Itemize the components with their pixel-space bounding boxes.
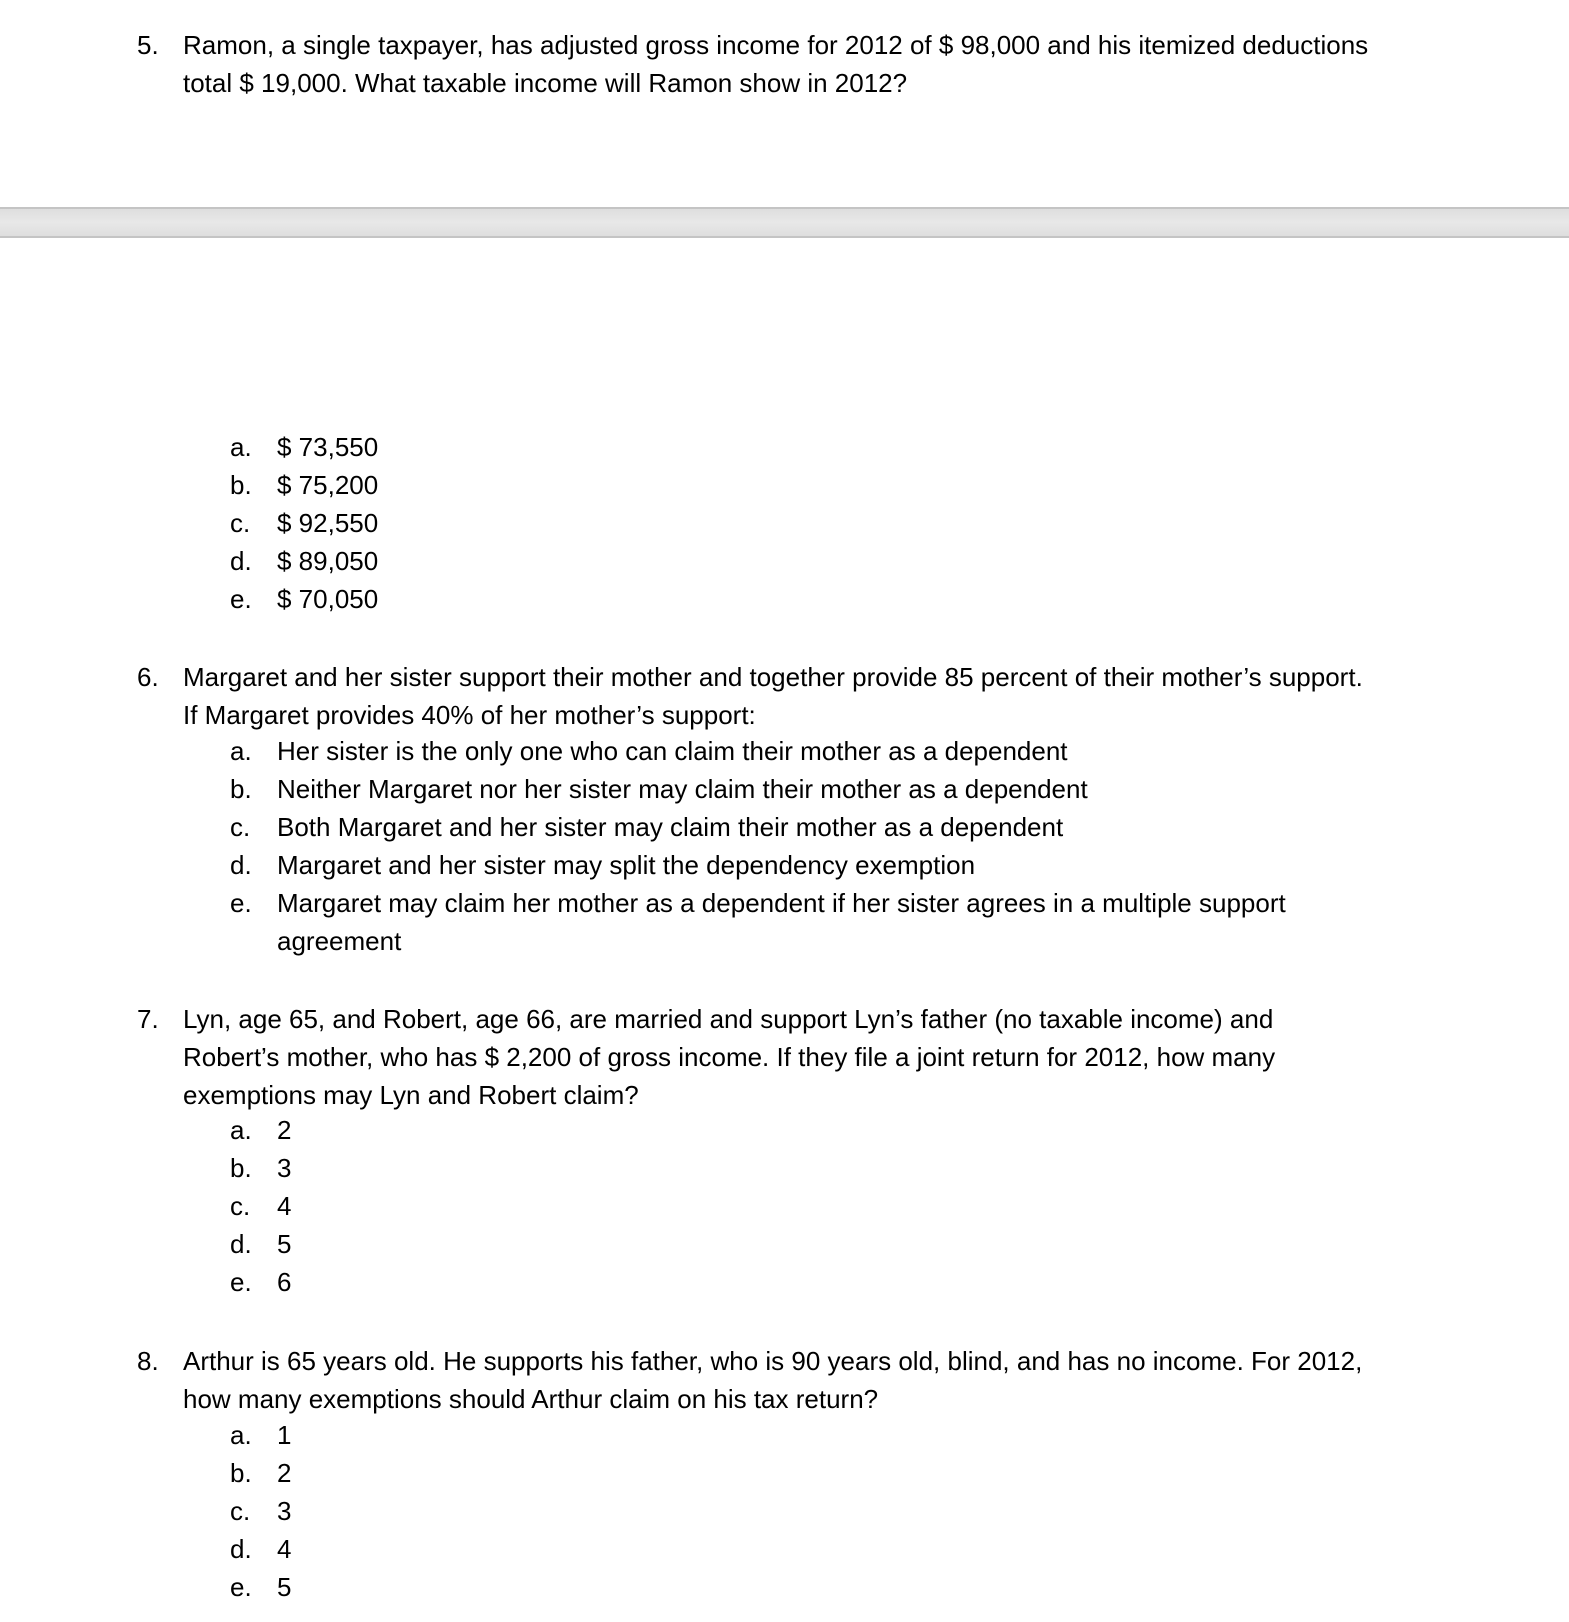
option-text: Margaret may claim her mother as a dependent if her sister agrees in a multiple support: [277, 888, 1286, 918]
option-text: Margaret and her sister may split the dependency exemption: [277, 850, 976, 880]
option-letter: e.: [230, 888, 252, 918]
option-text: $ 73,550: [277, 432, 379, 462]
option-letter: c.: [230, 508, 251, 538]
question-text-line: exemptions may Lyn and Robert claim?: [183, 1080, 639, 1110]
option-letter: d.: [230, 1229, 252, 1259]
question-text-line: Ramon, a single taxpayer, has adjusted gross income for 2012 of $ 98,000 and his itemized deductions: [183, 30, 1369, 60]
question-number: 5.: [137, 30, 159, 60]
option-letter: d.: [230, 850, 252, 880]
option-text: $ 75,200: [277, 470, 379, 500]
question-text-line: total $ 19,000. What taxable income will Ramon show in 2012?: [183, 68, 908, 98]
option-letter: c.: [230, 1496, 251, 1526]
question-text-line: Lyn, age 65, and Robert, age 66, are married and support Lyn’s father (no taxable income) and: [183, 1004, 1274, 1034]
question-text-line: If Margaret provides 40% of her mother’s support:: [183, 700, 756, 730]
option-text: $ 70,050: [277, 584, 379, 614]
option-letter: d.: [230, 546, 252, 576]
question-number: 8.: [137, 1346, 159, 1376]
question-number: 7.: [137, 1004, 159, 1034]
option-text: 4: [277, 1534, 292, 1564]
option-text: Both Margaret and her sister may claim their mother as a dependent: [277, 812, 1064, 842]
option-text: $ 89,050: [277, 546, 379, 576]
option-text: 2: [277, 1458, 292, 1488]
question-text-line: how many exemptions should Arthur claim on his tax return?: [183, 1384, 879, 1414]
option-text: 6: [277, 1267, 292, 1297]
option-letter: b.: [230, 470, 252, 500]
option-letter: c.: [230, 1191, 251, 1221]
question-text-line: Arthur is 65 years old. He supports his father, who is 90 years old, blind, and has no income. For 2012,: [183, 1346, 1363, 1376]
option-text: 4: [277, 1191, 292, 1221]
option-letter: a.: [230, 432, 252, 462]
option-text: 5: [277, 1229, 292, 1259]
page-separator-bar: [0, 207, 1569, 238]
option-letter: c.: [230, 812, 251, 842]
option-text: $ 92,550: [277, 508, 379, 538]
question-text-line: Robert’s mother, who has $ 2,200 of gross income. If they file a joint return for 2012, how many: [183, 1042, 1276, 1072]
option-text: Neither Margaret nor her sister may claim their mother as a dependent: [277, 774, 1088, 804]
option-letter: e.: [230, 584, 252, 614]
question-text-line: Margaret and her sister support their mother and together provide 85 percent of their mother’s support.: [183, 662, 1363, 692]
option-letter: e.: [230, 1267, 252, 1297]
option-text-continued: agreement: [277, 926, 402, 956]
option-letter: a.: [230, 736, 252, 766]
option-letter: a.: [230, 1420, 252, 1450]
option-text: 3: [277, 1496, 292, 1526]
option-text: 5: [277, 1572, 292, 1602]
option-letter: b.: [230, 1153, 252, 1183]
option-letter: e.: [230, 1572, 252, 1602]
option-letter: a.: [230, 1115, 252, 1145]
option-text: Her sister is the only one who can claim their mother as a dependent: [277, 736, 1068, 766]
option-text: 1: [277, 1420, 292, 1450]
option-letter: b.: [230, 1458, 252, 1488]
option-text: 2: [277, 1115, 292, 1145]
question-number: 6.: [137, 662, 159, 692]
option-letter: d.: [230, 1534, 252, 1564]
option-text: 3: [277, 1153, 292, 1183]
option-letter: b.: [230, 774, 252, 804]
